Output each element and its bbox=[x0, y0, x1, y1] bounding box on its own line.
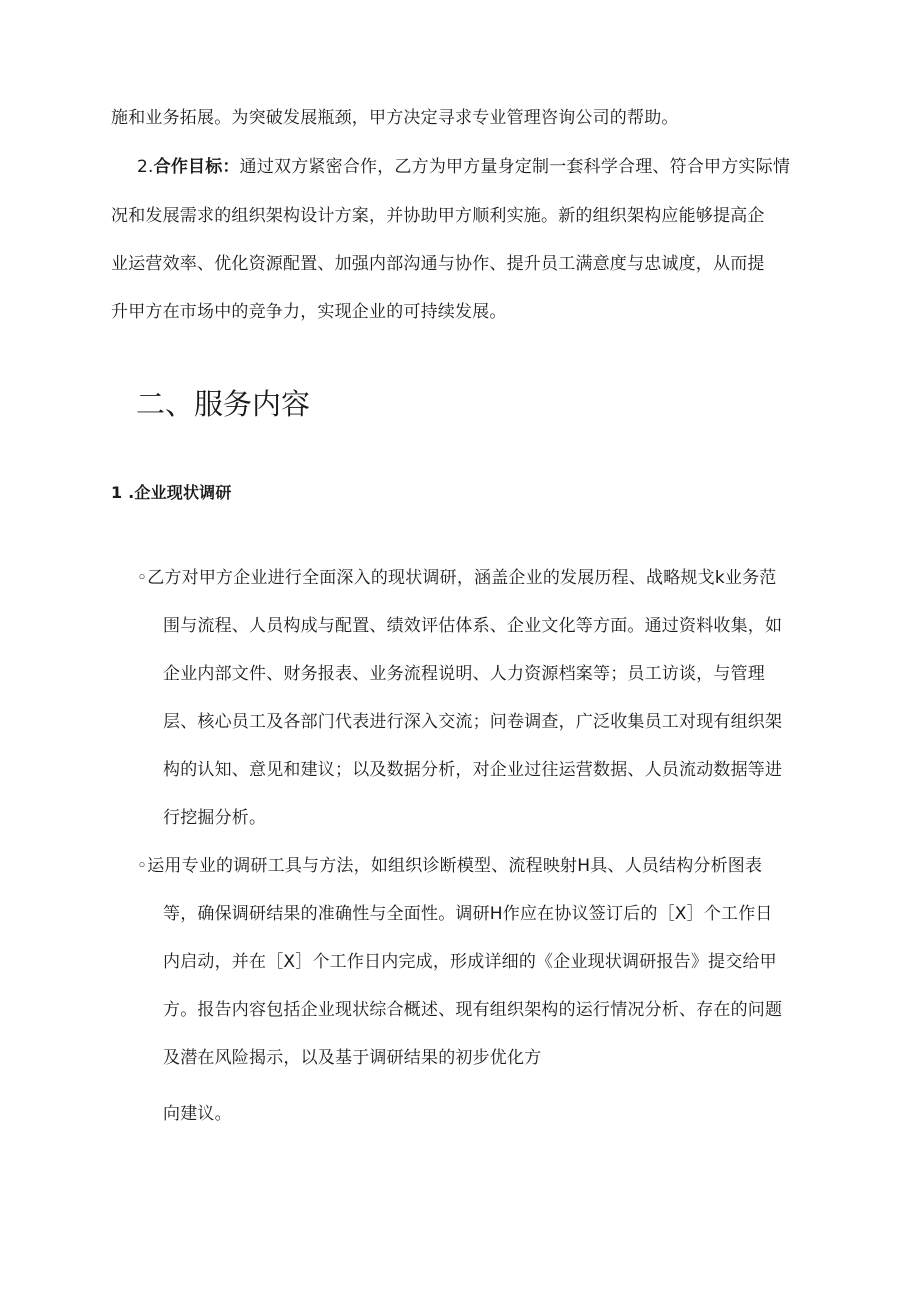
subsection-heading: 1 .企业现状调研 bbox=[111, 483, 232, 502]
bullet-line: ◦运用专业的调研工具与方法，如组织诊断模型、流程映射H具、人员结构分析图表 bbox=[137, 856, 763, 876]
bullet-line: ◦乙方对甲方企业进行全面深入的现状调研，涵盖企业的发展历程、战略规戈k业务范 bbox=[137, 568, 777, 588]
bullet-line: 内启动，并在［X］个工作日内完成，形成详细的《企业现状调研报告》提交给甲 bbox=[163, 952, 777, 972]
section-heading: 二、服务内容 bbox=[136, 387, 311, 421]
goal-paragraph-line: 况和发展需求的组织架构设计方案，并协助甲方顺利实施。新的组织架构应能够提高企 bbox=[111, 206, 765, 226]
bullet-line: 向建议。 bbox=[163, 1104, 232, 1124]
goal-text: 通过双方紧密合作，乙方为甲方量身定制一套科学合理、符合甲方实际情 bbox=[239, 157, 791, 177]
bullet-line: 围与流程、人员构成与配置、绩效评估体系、企业文化等方面。通过资料收集，如 bbox=[163, 616, 783, 636]
bullet-line: 及潜在风险揭示，以及基于调研结果的初步优化方 bbox=[163, 1048, 542, 1068]
bullet-line: 行挖掘分析。 bbox=[163, 808, 267, 828]
goal-paragraph-line bbox=[137, 155, 790, 179]
bullet-line: 层、核心员工及各部门代表进行深入交流；问卷调查，广泛收集员工对现有组织架 bbox=[163, 712, 783, 732]
goal-paragraph-line: 业运营效率、优化资源配置、加强内部沟通与协作、提升员工满意度与忠诚度，从而提 bbox=[111, 254, 765, 274]
intro-paragraph-line: 施和业务拓展。为突破发展瓶颈，甲方决定寻求专业管理咨询公司的帮助。 bbox=[111, 108, 679, 128]
bullet-line: 构的认知、意见和建议；以及数据分析，对企业过往运营数据、人员流动数据等进 bbox=[163, 760, 783, 780]
bullet-line: 企业内部文件、财务报表、业务流程说明、人力资源档案等；员工访谈，与管理 bbox=[163, 664, 765, 684]
goal-label: 合作目标： bbox=[153, 157, 240, 177]
goal-paragraph-line: 升甲方在市场中的竞争力，实现企业的可持续发展。 bbox=[111, 302, 507, 322]
bullet-line: 方。报告内容包括企业现状综合概述、现有组织架构的运行情况分析、存在的问题 bbox=[163, 1000, 783, 1020]
bullet-line: 等，确保调研结果的准确性与全面性。调研H作应在协议签订后的［X］个工作日 bbox=[163, 904, 773, 924]
goal-number: 2. bbox=[137, 157, 154, 177]
